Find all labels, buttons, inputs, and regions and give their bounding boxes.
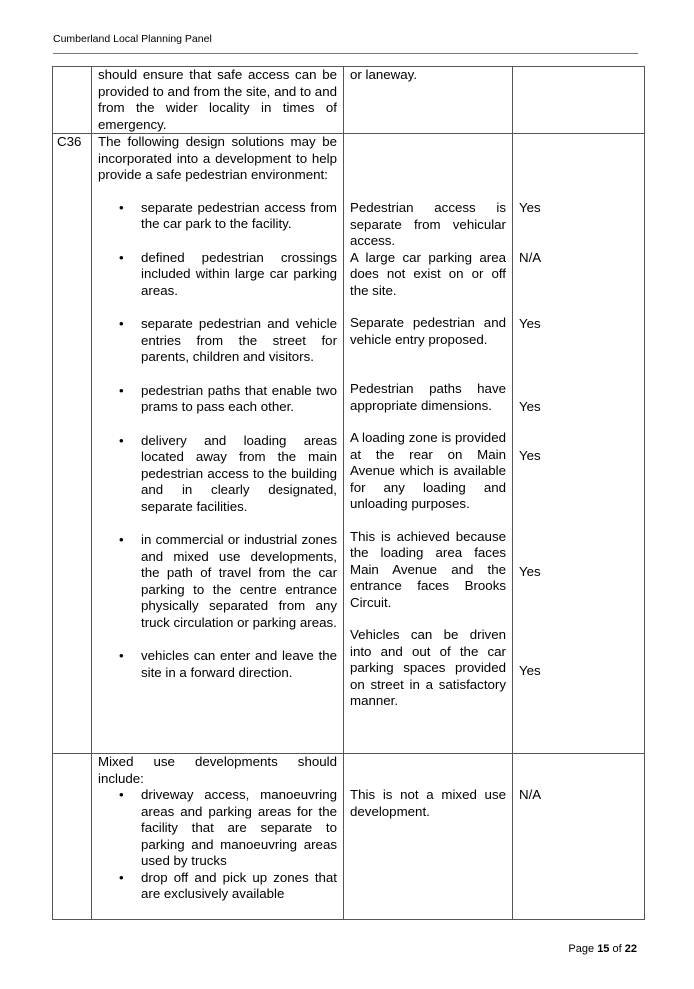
compliance-value: N/A (519, 250, 542, 265)
table-row (53, 754, 645, 920)
compliance-value: Yes (519, 663, 541, 678)
compliance-value: Yes (519, 399, 541, 414)
requirement-text: should ensure that safe access can be provided to and from the site, and to and from the wider locality in times of emergency. (92, 67, 344, 134)
page-footer (568, 943, 637, 955)
list-item: • separate pedestrian access from the car park to the facility. (98, 200, 337, 233)
table-row (53, 67, 645, 134)
comment-cell (344, 134, 513, 754)
list-item: • drop off and pick up zones that are exclusively available (98, 870, 337, 903)
list-item: • vehicles can enter and leave the site in a forward direction. (98, 648, 337, 681)
comment-text: A large car parking area does not exist on or off the site. (350, 249, 506, 298)
list-item: • delivery and loading areas located away from the main pedestrian access to the building and in clearly designated, separate facilities. (98, 433, 337, 516)
total-pages: 22 (624, 943, 637, 955)
requirement-list (98, 200, 337, 682)
header-divider (53, 53, 638, 54)
list-item: • defined pedestrian crossings included within large car parking areas. (98, 250, 337, 300)
compliance-value: N/A (513, 754, 645, 920)
comment-text: or laneway. (344, 67, 513, 134)
list-item: • pedestrian paths that enable two prams to pass each other. (98, 383, 337, 416)
requirement-cell (92, 754, 344, 920)
compliance-table (52, 66, 645, 920)
clause-number: C36 (53, 134, 92, 754)
of-label: of (612, 943, 622, 955)
comment-text: This is achieved because the loading area faces Main Avenue and the entrance faces Brooks Circuit. (350, 528, 506, 610)
list-item: • driveway access, manoeuvring areas and parking areas for the facility that are separate to parking and manoeuvring areas used by trucks (98, 787, 337, 870)
compliance-value: Yes (519, 316, 541, 331)
page-header: Cumberland Local Planning Panel (53, 33, 212, 45)
clause-number (53, 754, 92, 920)
comment-text: This is not a mixed use development. (344, 754, 513, 920)
compliance-value (513, 67, 645, 134)
requirement-intro: Mixed use developments should include: (98, 754, 337, 786)
comment-text: Pedestrian access is separate from vehicular access. (350, 200, 506, 248)
compliance-cell (513, 134, 645, 754)
clause-number (53, 67, 92, 134)
compliance-value: Yes (519, 200, 541, 215)
comment-text: Separate pedestrian and vehicle entry proposed. (350, 315, 506, 347)
page-number: 15 (597, 943, 610, 955)
list-item: • in commercial or industrial zones and mixed use developments, the path of travel from the car parking to the centre entrance physically separated from any truck circulation or parking areas. (98, 532, 337, 631)
compliance-value: Yes (519, 564, 541, 579)
comment-text: Pedestrian paths have appropriate dimensions. (350, 381, 506, 413)
comment-text: Vehicles can be driven into and out of the car parking spaces provided on street in a satisfactory manner. (350, 627, 506, 708)
page-label: Page (568, 943, 595, 955)
compliance-value: Yes (519, 448, 541, 463)
requirement-cell (92, 134, 344, 754)
comment-text: A loading zone is provided at the rear on Main Avenue which is available for any loading and unloading purposes. (350, 430, 506, 511)
requirement-list (98, 787, 337, 903)
list-item: • separate pedestrian and vehicle entries from the street for parents, children and visitors. (98, 316, 337, 366)
requirement-intro: The following design solutions may be incorporated into a development to help provide a safe pedestrian environment: (98, 134, 337, 182)
table-row (53, 134, 645, 754)
